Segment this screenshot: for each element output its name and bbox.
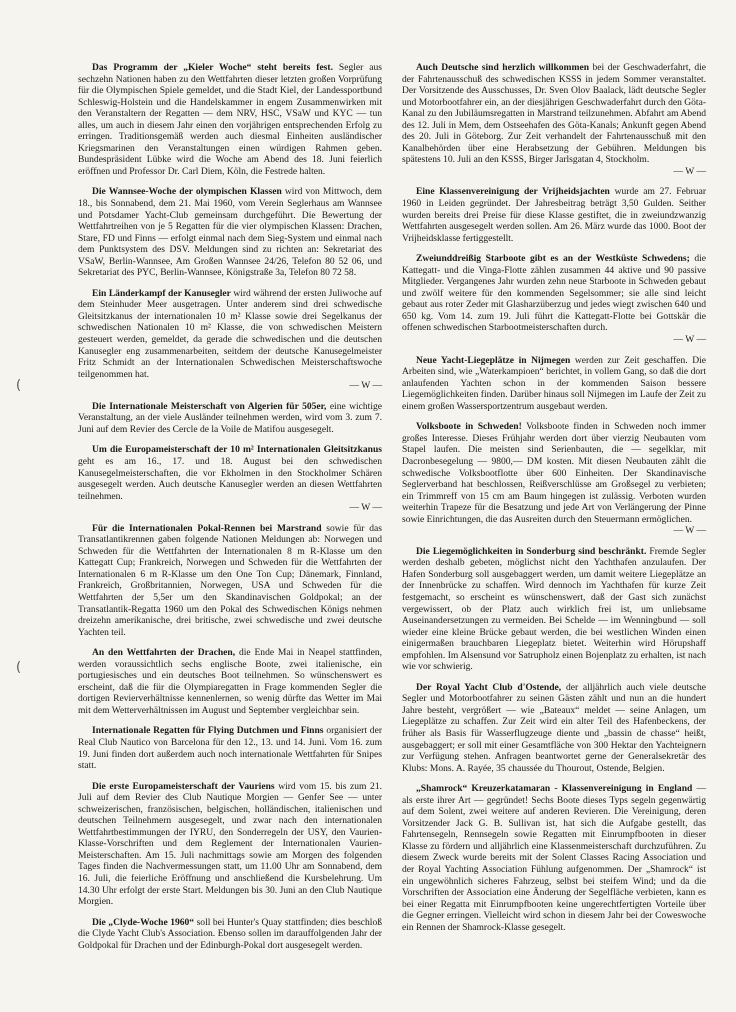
news-item (78, 523, 382, 638)
news-headline: Auch Deutsche sind herzlich willkommen (416, 62, 590, 73)
news-headline: Um die Europameisterschaft der 10 m² Internationalen Gleitsitzkanus (92, 444, 382, 456)
news-signature: — W — (673, 525, 706, 537)
left-column (78, 62, 382, 960)
news-body: wird während der ersten Juliwoche auf dem Steinhuder Meer ausgetragen. Unter anderem sind drei schwedische Gleitsitzkanus der internationalen 10 m² Klasse sowie drei Segelkanus der schwedischen Nationalen 10 m² Klasse, die von schwedischen Meistern gesteuert werden, gemeldet, da gerade die schwedischen und die deutschen Kanusegler eng zusammenarbeiten, seitdem der deutsche Kanusegelmeister Fritz Schmidt an der Internationalen Schwedischen Meisterschaftswoche teilgenommen hat. (78, 287, 382, 380)
news-item (78, 917, 382, 952)
news-body: wird vom 15. bis zum 21. Juli auf dem Revier des Club Nautique Morgien — Genfer See — unter schweizerischen, französischen, belgischen, holländischen, italienischen und deutschen Teilnehmern ausgesegelt, und zwar nach den internationalen Wettfahrtbestimmungen der IYRU, den Sonderregeln der USY, den Vaurien-Klasse-Vorschriften und dem Reglement der Internationalen Vaurien-Meisterschaften. Am 15. Juli nachmittags sowie am Morgen des folgenden Tages finden die Nachvermessungen statt, um 11.00 Uhr am Sonnabend, dem 16. Juli, die feierliche Eröffnung und anschließend die Kursbelehrung. Um 14.30 Uhr erfolgt der erste Start. Meldungen bis 30. Juni an den Club Nautique Morgien. (78, 780, 382, 908)
news-headline: Die Liegemöglichkeiten in Sonderburg sind beschränkt. (416, 545, 647, 557)
news-body: Volksboote finden in Schweden noch immer großes Interesse. Dieses Frühjahr werden dort über vierzig Neubauten vom Stapel laufen. Die meisten sind Serienbauten, die — segelklar, mit Dacronbesegelung — 9800,— DM kosten. Mit diesen Neubauten zählt die schwedische Volksbootflotte über 600 Einheiten. Der Skandinavische Seglerverband hat beschlossen, Reißverschlüsse am Großsegel zu verbieten; ein Trimmreff von 15 cm am Baum hingegen ist zulässig. Verboten wurden weiterhin Trapeze für die Besatzung und jede Art von Verlängerung der Pinne sowie Einrichtungen, die das Ausreiten durch den Steuermann ermöglichen. (402, 421, 706, 525)
news-headline: Der Royal Yacht Club d'Ostende, (416, 681, 562, 693)
news-body: — als erste ihrer Art — gegründet! Sechs Boote dieses Typs segeln gegenwärtig auf dem Solent, zwei weitere auf anderen Revieren. Die Vereinigung, deren Vorsitzender Jack G. B. Sullivan ist, hat sich die Aufgabe gestellt, das Fahrtensegeln, Rennsegeln sowie Regatten mit Einrumpfbooten in dieser Klasse zu fördern und alljährlich eine Klassenmeisterschaft durchzuführen. Zu diesem Zweck wurde bereits mit der Solent Classes Racing Association und der Royal Yachting Association Fühlung aufgenommen. Der „Shamrock“ ist ein ungewöhnlich sicheres Fahrzeug, selbst bei steifem Wind; und da die Vorschriften der Association eine Änderung der Segelfläche verbieten, kann es bei einer Regatta mit Einrumpfbooten keine ungerechtfertigten Vorteile über die Gegner erringen. Vielleicht wird schon in diesem Jahr bei der Coweswoche ein Rennen der Shamrock-Klasse gesegelt. (402, 783, 707, 933)
right-column (402, 62, 706, 960)
news-headline: Neue Yacht-Liegeplätze in Nijmegen (416, 354, 571, 366)
news-item (402, 783, 706, 933)
news-headline: „Shamrock“ Kreuzerkatamaran - Klassenvereinigung in England (416, 783, 693, 795)
news-body: eine wichtige Veranstaltung, an der viele Ausländer teilnehmen werden, wird vom 3. zum 7. Juni auf dem Revier des Cercle de la Voile de Matifou ausgesegelt. (78, 400, 382, 435)
news-headline: Eine Klassenvereinigung der Vrijheidsjachten (416, 186, 610, 198)
news-item (402, 682, 706, 774)
news-headline: Zweiunddreißig Starboote gibt es an der Westküste Schwedens; (416, 253, 690, 265)
news-item (402, 186, 706, 244)
news-signature: — W — (349, 502, 382, 514)
news-body: sowie für das Transatlantikrennen gaben folgende Nationen Meldungen ab: Norwegen und Schweden für die Wettfahrten der Internationalen 8 m R-Klasse um den Kattegatt Cup; Frankreich, Norwegen und Schweden für die Wettfahrten der Internationalen 6 m R-Klasse um den One Ton Cup; Dänemark, Finnland, Frankreich, Großbritannien, Norwegen, USA und Schweden für die Wettfahrten der 5,5er um den Skandinavischen Goldpokal; an der Transatlantik-Regatta 1960 um den Pokal des Schwedischen Königs nehmen dreizehn amerikanische, drei britische, zwei schwedische und zwei deutsche Yachten teil. (78, 522, 382, 638)
news-item (402, 546, 706, 673)
news-body: bei der Geschwaderfahrt, die der Fahrtenausschuß des schwedischen KSSS in jedem Sommer veranstaltet. Der Vorsitzende des Ausschusses, Dr. Sven Olov Baalack, lädt deutsche Segler und Motorbootfahrer ein, an der diesjährigen Geschwaderfahrt durch den Göta-Kanal zu den Jubiläumsregatten in Marstrand teilzunehmen. Abfahrt am Abend des 12. Juli in Mem, dem Ostseehafen des Göta-Kanals; Ankunft gegen Abend des 20. Juli in Göteborg. Zur Zeit verhandelt der Fahrtenausschuß mit den Kanalbehörden über eine Herabsetzung der Gebühren. Meldungen bis spätestens 10. Juli an den KSSS, Birger Jarlsgatan 4, Stockholm. (402, 62, 707, 166)
news-headline: Internationale Regatten für Flying Dutchmen und Finns (92, 725, 324, 737)
news-headline: Die „Clyde-Woche 1960“ (92, 916, 195, 928)
news-body: organisiert der Real Club Nautico von Barcelona für den 12., 13. und 14. Juni. Vom 16. zum 19. Juni finden dort außerdem auch noch internationale Wettfahrten für Snipes statt. (78, 725, 382, 772)
news-headline: An den Wettfahrten der Drachen, (92, 647, 236, 659)
news-headline: Für die Internationalen Pokal-Rennen bei Marstrand (92, 522, 322, 534)
news-signature: — W — (349, 380, 382, 392)
news-item (78, 288, 382, 392)
news-body: der alljährlich auch viele deutsche Segler und Motorbootfahrer zu seinen Gästen zählt und nun an die hundert Jahre besteht, vergrößert — wie „Bateaux“ meldet — seine Anlagen, um Liegeplätze zu schaffen. Zur Zeit wird ein alter Teil des Hafenbeckens, der früher als Basis für Wasserflugzeuge diente und „bassin de chasse“ heißt, ausgebaggert; er soll mit einer Gesamtfläche von 300 Hektar den Yachteignern zur Verfügung stehen. Anfragen beantwortet gerne der Generalsekretär des Klubs: Mons. A. Rayée, 35 chaussée du Thourout, Ostende, Belgien. (402, 681, 706, 774)
news-item (402, 253, 706, 345)
news-headline: Ein Länderkampf der Kanusegler (92, 287, 231, 299)
news-item (78, 781, 382, 908)
news-item (78, 444, 382, 513)
news-item (78, 62, 382, 177)
news-item (78, 186, 382, 278)
news-item (402, 421, 706, 536)
news-body: wurde am 27. Februar 1960 in Leiden gegründet. Der Jahresbeitrag beträgt 3,50 Gulden. Seither wurden bereits drei Preise für diese Klasse gestiftet, die in zweiundzwanzig Wettfahrten ausgesegelt werden sollen. Am 26. März wurde das 1000. Boot der Vrijheidsklasse fertiggestellt. (402, 186, 707, 244)
news-body: die Kattegatt- und die Vinga-Flotte zählen zusammen 44 aktive und 90 passive Mitglieder. Vergangenes Jahr wurden zehn neue Starboote in Schweden gebaut und zwölf weitere für den kommenden Segelsommer; sie alle sind leicht gebaut aus roter Zeder mit Glasharzüberzug und jedes wiegt zwischen 640 und 650 kg. Vom 14. zum 19. Juli führt die Kattegatt-Flotte bei Gottskär die offenen schwedischen Starbootmeisterschaften durch. (402, 253, 707, 334)
news-body: soll bei Hunter's Quay stattfinden; dies beschloß die Clyde Yacht Club's Association. Ebenso sollen im darauffolgenden Jahr der Goldpokal für Drachen und der Edinburgh-Pokal dort ausgesegelt werden. (78, 916, 383, 951)
news-signature: — W — (673, 334, 706, 346)
news-headline: Das Programm der „Kieler Woche“ steht bereits fest. (92, 62, 333, 73)
margin-mark: ( (16, 378, 22, 393)
news-item (402, 355, 706, 413)
news-body: die Ende Mai in Neapel stattfinden, werden voraussichtlich sechs englische Boote, zwei italienische, ein portugiesisches und ein deutsches Boot teilnehmen. So wünschenswert es erscheint, daß die für die Olympiaregatten in Frage kommenden Segler die dortigen Revierverhältnisse kennenlernen, so wenig dürfte das Wetter im Mai mit dem Wetterverhältnissen im August und September vergleichbar sein. (78, 647, 382, 716)
news-body: Segler aus sechzehn Nationen haben zu den Wettfahrten dieser letzten großen Vorprüfung für die Olympischen Spiele gemeldet, und die Stadt Kiel, der Landessportbund Schleswig-Holstein und die Handelskammer in engem Zusammenwirken mit den Veranstaltern der Regatten — dem NRV, HSC, VSaW und KYC — tun alles, um auch in diesem Jahr einen den vorjährigen entsprechenden Erfolg zu erringen. Traditionsgemäß werden auch diesmal Einheiten ausländischer Kriegsmarinen den Veranstaltungen einen würdigen Rahmen geben. Bundespräsident Lübke wird die Woche am Abend des 18. Juni feierlich eröffnen und Professor Dr. Carl Diem, Köln, die Festrede halten. (78, 62, 382, 177)
news-headline: Die Internationale Meisterschaft von Algerien für 505er, (92, 400, 327, 412)
news-item (78, 401, 382, 436)
news-headline: Die erste Europameisterschaft der Vauriens (92, 780, 275, 792)
news-headline: Volksboote in Schweden! (416, 421, 522, 433)
news-signature: — W — (673, 165, 706, 177)
news-body: wird von Mittwoch, dem 18., bis Sonnabend, dem 21. Mai 1960, vom Verein Seglerhaus am Wannsee und Potsdamer Yacht-Club gemeinsam durchgeführt. Die Bewertung der Wettfahrtreihen von je 5 Regatten für die vier olympischen Klassen: Drachen, Stare, FD und Finns — erfolgt einmal nach dem Sieg-System und einmal nach dem Punktsystem des DSV. Meldungen sind zu richten an: Sekretariat des VSaW, Berlin-Wannsee, Am Großen Wannsee 24/26, Telefon 80 52 06, und Sekretariat des PYC, Berlin-Wannsee, Königstraße 3a, Telefon 80 72 58. (78, 186, 382, 279)
news-body: Fremde Segler werden deshalb gebeten, möglichst nicht den Yachthafen anzulaufen. Der Hafen Sonderburg soll ausgebaggert werden, um damit weitere Liegeplätze an der Innenbrücke zu schaffen. Wird dennoch im Yachthafen für kurze Zeit festgemacht, so erscheint es wünschenswert, daß der Gast sich zunächst vergewissert, ob der Platz auch wirklich frei ist, um unliebsame Auseinandersetzungen zu vermeiden. Bei Schelde — im Wenningbund — soll wieder eine kleine Brücke gebaut werden, die bei westlichen Winden einen einigermaßen brauchbaren Liegeplatz bietet. Weiterhin wird Hörupshaff empfohlen. Im Alsensund vor Satrupholz einen Bojenplatz zu erhalten, ist nach wie vor schwierig. (402, 545, 706, 673)
news-item (402, 62, 706, 177)
news-item (78, 725, 382, 771)
news-body: werden zur Zeit geschaffen. Die Arbeiten sind, wie „Waterkampioen“ berichtet, in vollem Gang, so daß die dort anlaufenden Yachten schon in der kommenden Saison bessere Liegemöglichkeiten finden. Darüber hinaus soll Nijmegen im Laufe der Zeit zu einem großen Wassersportzentrum ausgebaut werden. (402, 354, 707, 412)
news-body: geht es am 16., 17. und 18. August bei den schwedischen Kanusegelmeisterschaften, die vor Ekholmen in den Stockholmer Schären ausgesegelt werden. Auch deutsche Kanusegler werden an diesen Wettfahrten teilnehmen. (78, 455, 382, 502)
news-columns (78, 62, 706, 960)
margin-mark: ( (16, 660, 22, 675)
news-headline: Die Wannsee-Woche der olympischen Klassen (92, 186, 282, 198)
news-item (78, 647, 382, 716)
